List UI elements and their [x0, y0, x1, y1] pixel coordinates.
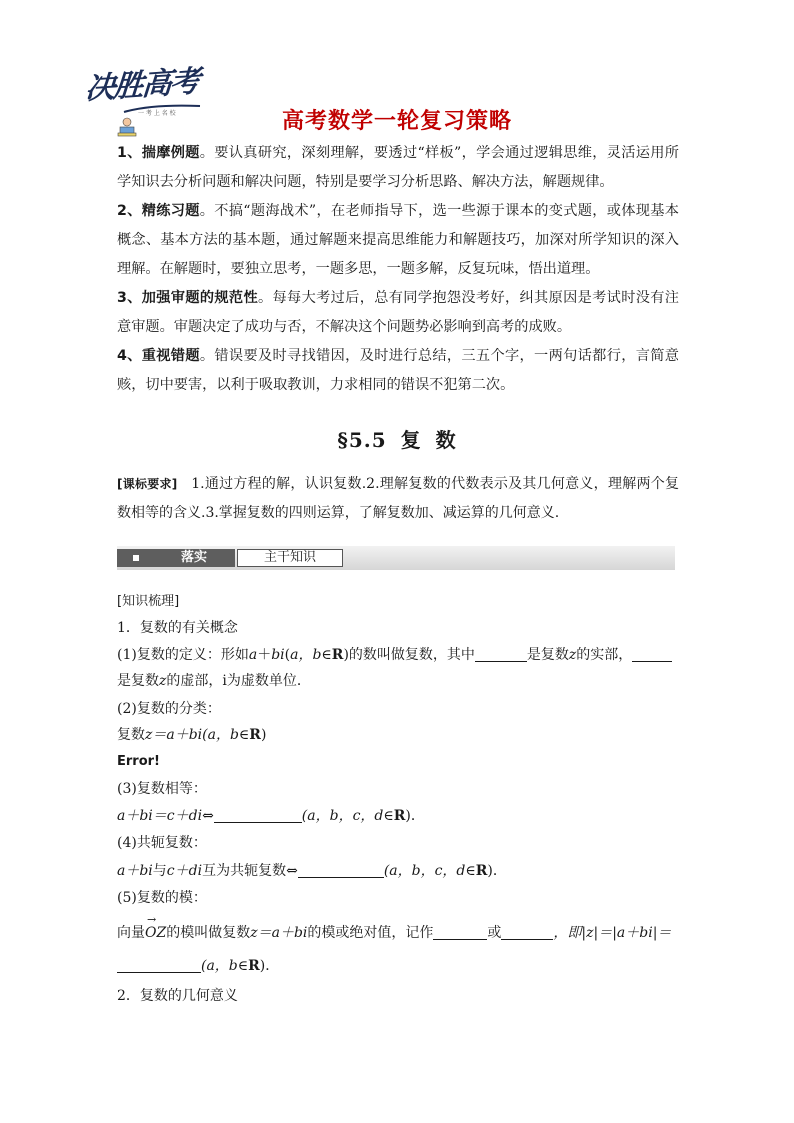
equality-expression: a＋bi＝c＋di⇔ (a，b，c，d∈R)． — [117, 808, 425, 824]
curriculum-standards — [117, 470, 679, 528]
fill-blank[interactable] — [475, 645, 527, 662]
strategy-heading: 3、加强审题的规范性 — [117, 290, 258, 306]
strategy-section — [117, 139, 679, 400]
knowledge-item-title: 2．复数的几何意义 — [117, 988, 238, 1004]
definition-line-cont: 是复数z的虚部，i为虚数单位． — [117, 673, 311, 689]
fill-blank[interactable] — [501, 923, 553, 940]
fill-blank[interactable] — [117, 956, 201, 973]
strategy-paragraph — [117, 197, 679, 284]
standards-tag: [课标要求] — [117, 477, 178, 491]
fill-blank[interactable] — [214, 806, 302, 823]
modulus-expression: 向量→ OZ的模叫做复数z＝a＋bi的模或绝对值，记作 或 ，即|z|＝|a＋bi|＝ — [117, 919, 679, 947]
strategy-paragraph — [117, 139, 679, 197]
section-band — [117, 546, 675, 570]
section-title — [0, 424, 794, 453]
section-number: §5.5 — [337, 428, 387, 452]
section-title-char: 数 — [435, 428, 457, 452]
conjugate-expression: a＋bi与c＋di互为共轭复数⇔ (a，b，c，d∈R)． — [117, 863, 507, 879]
classification-expression: 复数z＝a＋bi(a，b∈R) — [117, 727, 267, 743]
band-light-label: 主干知识 — [237, 549, 343, 567]
modulus-expression-cont: (a，b∈R)． — [117, 952, 679, 980]
square-bullet-icon — [133, 555, 139, 561]
conjugate-label: (4)共轭复数： — [117, 835, 207, 851]
logo-subtext: 一 考 上 名 校 — [138, 110, 176, 117]
knowledge-heading: [知识梳理] — [117, 594, 180, 609]
classification-label: (2)复数的分类： — [117, 701, 221, 717]
knowledge-item-title: 1．复数的有关概念 — [117, 620, 238, 636]
strategy-paragraph — [117, 284, 679, 342]
logo-wordmark: 决胜高考 — [84, 64, 200, 107]
fill-blank[interactable] — [433, 923, 487, 940]
vector-oz: → OZ — [145, 919, 166, 947]
strategy-heading: 4、重视错题 — [117, 348, 200, 364]
fill-blank[interactable] — [298, 861, 384, 878]
strategy-heading: 1、揣摩例题 — [117, 145, 200, 161]
band-dark-label: 落实 — [117, 549, 235, 567]
definition-line: (1)复数的定义：形如a＋bi(a，b∈R)的数叫做复数，其中 是复数z的实部， — [117, 641, 679, 669]
section-title-char: 复 — [400, 428, 422, 452]
strategy-text: 。错误要及时寻找错因，及时进行总结，三五个字，一两句话都行，言简意赅，切中要害，以利于吸取教训，力求相同的错误不犯第二次。 — [117, 348, 679, 393]
strategy-text: 。要认真研究，深刻理解，要透过“样板”，学会通过逻辑思维，灵活运用所学知识去分析问题和解决问题，特别是要学习分析思路、解决方法，解题规律。 — [117, 145, 679, 190]
modulus-label: (5)复数的模： — [117, 890, 207, 906]
strategy-heading: 2、精练习题 — [117, 203, 200, 219]
standards-text: 1.通过方程的解，认识复数.2.理解复数的代数表示及其几何意义，理解两个复数相等的含义.3.掌握复数的四则运算，了解复数加、减运算的几何意义. — [117, 476, 679, 521]
strategy-text: 。不搞“题海战术”，在老师指导下，选一些源于课本的变式题，或体现基本概念、基本方法的基本题，通过解题来提高思维能力和解题技巧，加深对所学知识的深入理解。在解题时，要独立思考，一题多思，一题多解，反复玩味，悟出道理。 — [117, 203, 679, 277]
error-text: Error! — [117, 754, 160, 769]
equality-label: (3)复数相等： — [117, 781, 207, 797]
main-title: 高考数学一轮复习策略 — [281, 109, 512, 134]
fill-blank[interactable] — [632, 645, 672, 662]
strategy-text: 。每每大考过后，总有同学抱怨没考好，纠其原因是考试时没有注意审题。审题决定了成功与否，不解决这个问题势必影响到高考的成败。 — [117, 290, 679, 335]
strategy-paragraph — [117, 342, 679, 400]
